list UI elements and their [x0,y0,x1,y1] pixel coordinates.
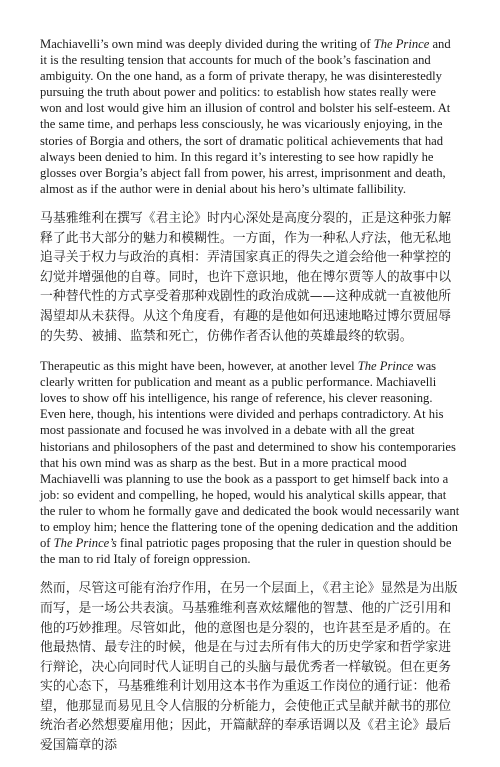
document-page [40,36,460,767]
english-paragraph-1 [40,36,460,197]
chinese-paragraph-1: 马基雅维利在撰写《君主论》时内心深处是高度分裂的，正是这种张力解释了此书大部分的魅力和模糊性。一方面，作为一种私人疗法，他无私地追寻关于权力与政治的真相：弄清国家真正的得失之道会给他一种掌控的幻觉并增强他的自尊。同时，也许下意识地，他在博尔贾等人的故事中以一种替代性的方式享受着那种戏剧性的政治成就——这种成就一直被他所渴望却从未获得。从这个角度看，有趣的是他如何迅速地略过博尔贾屈辱的失势、被捕、监禁和死亡，仿佛作者否认他的英雄最终的软弱。 [40,210,452,344]
text-run: final patriotic pages proposing that the ruler in question should be the man to rid Italy of foreign oppression. [40,536,452,567]
text-run: was clearly written for publication and meant as a public performance. Machiavelli loves to show off his intelligence, his range of reference, his clever reasoning. Even here, though, his intentions were divided and perhaps contradictory. At his most passionate and focused he was involved in a debate with all the great historians and philosophers of the past and determined to show his contemporaries that his own mind was as sharp as the best. But in a more practical mood Machiavelli was planning to use the book as a passport to get himself back into a job: so evident and compelling, he hoped, would his analytical skills appear, that the ruler to whom he formally gave and dedicated the book would necessarily want to employ him; hence the flattering tone of the opening dedication and the addition of [40,359,460,551]
book-title: The Prince’s [53,536,117,551]
chinese-paragraph-2: 然而，尽管这可能有治疗作用，在另一个层面上，《君主论》显然是为出版而写，是一场公共表演。马基雅维利喜欢炫耀他的智慧、他的广泛引用和他的巧妙推理。尽管如此，他的意图也是分裂的，也许甚至是矛盾的。在他最热情、最专注的时候，他是在与过去所有伟大的历史学家和哲学家进行辩论，决心向同时代人证明自己的头脑与最优秀者一样敏锐。但在更务实的心态下，马基雅维利计划用这本书作为重返工作岗位的通行证：他希望，他那显而易见且令人信服的分析能力，会使他正式呈献并献书的那位统治者必然想要雇用他；因此，开篇献辞的奉承语调以及《君主论》最后爱国篇章的添 [40,581,458,754]
text-run: Therapeutic as this might have been, however, at another level [40,359,358,374]
text-run: and it is the resulting tension that accounts for much of the book’s fascination and ambiguity. On the one hand, as a form of private therapy, he was disinterestedly pursuing the truth about power and politics: to establish how states really were won and lost would give him an illusion of control and bolster his self-esteem. At the same time, and perhaps less consciously, he was vicariously enjoying, in the stories of Borgia and others, the sort of dramatic political achievements that had always been denied to him. In this regard it’s interesting to see how rapidly he glosses over Borgia’s abject fall from power, his arrest, imprisonment and death, almost as if the author were in denial about his hero’s ultimate fallibility. [40,37,451,196]
book-title: The Prince [357,359,414,374]
english-paragraph-2 [40,358,460,567]
text-run: Machiavelli’s own mind was deeply divided during the writing of [40,37,374,51]
book-title: The Prince [373,37,430,51]
